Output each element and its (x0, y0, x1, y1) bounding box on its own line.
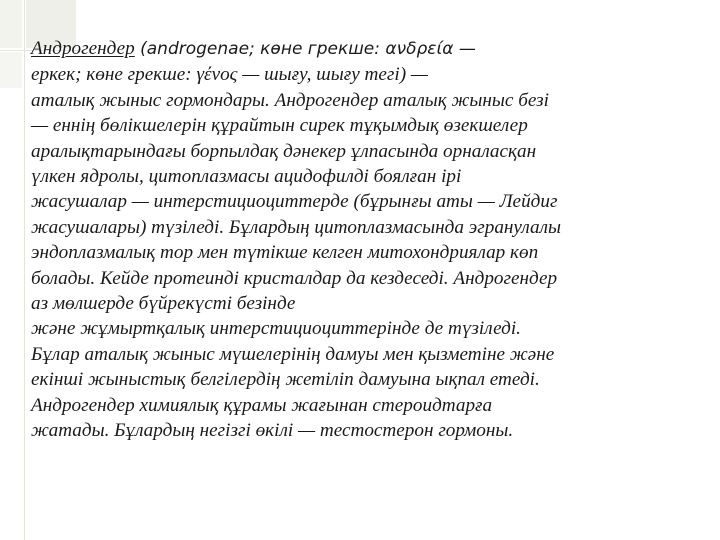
text-line: — еннің бөлікшелерін құрайтын сирек тұқымдық өзекшелер (31, 115, 528, 137)
body-text (31, 36, 691, 444)
text-line: Бұлар аталық жыныс мүшелерінің дамуы мен қызметіне және (31, 343, 555, 365)
term-heading: Андрогендер (31, 38, 135, 59)
text-line: және жұмыртқалық интерстициоциттерінде де түзіледі. (31, 318, 521, 340)
text-line: аталық жыныс гормондары. Андрогендер аталық жыныс безі (31, 89, 549, 111)
etymology-text: (androgenae; көне грекше: ανδρεία — (134, 39, 476, 59)
text-line: аз мөлшерде бүйрекүсті безінде (31, 293, 296, 315)
text-line: еркек; көне грекше: γένος — шығу, шығу тегі) — (31, 64, 428, 86)
decorative-square (0, 52, 22, 88)
text-line: Андрогендер химиялық құрамы жағынан стероидтарға (31, 394, 493, 416)
text-line: екінші жыныстық белгілердің жетіліп дамуына ықпал етеді. (31, 369, 540, 391)
text-line (31, 36, 691, 62)
text-line: аралықтарындағы борпылдақ дәнекер ұлпасында орналасқан (31, 140, 537, 162)
text-line: жасушалар — интерстициоциттерде (бұрынғы аты — Лейдиг (31, 191, 558, 213)
text-line: жатады. Бұлардың негізгі өкілі — тестостерон гормоны. (31, 420, 514, 442)
decorative-line (24, 0, 25, 540)
text-line: болады. Кейде протеинді кристалдар да кездеседі. Андрогендер (31, 267, 558, 289)
text-line: эндоплазмалық тор мен түтікше келген митохондриялар көп (31, 242, 539, 264)
decorative-square (0, 0, 22, 48)
text-line: үлкен ядролы, цитоплазмасы ацидофилді боялған ірі (31, 166, 462, 188)
text-line: жасушалары) түзіледі. Бұлардың цитоплазмасында эгранулалы (31, 216, 561, 238)
